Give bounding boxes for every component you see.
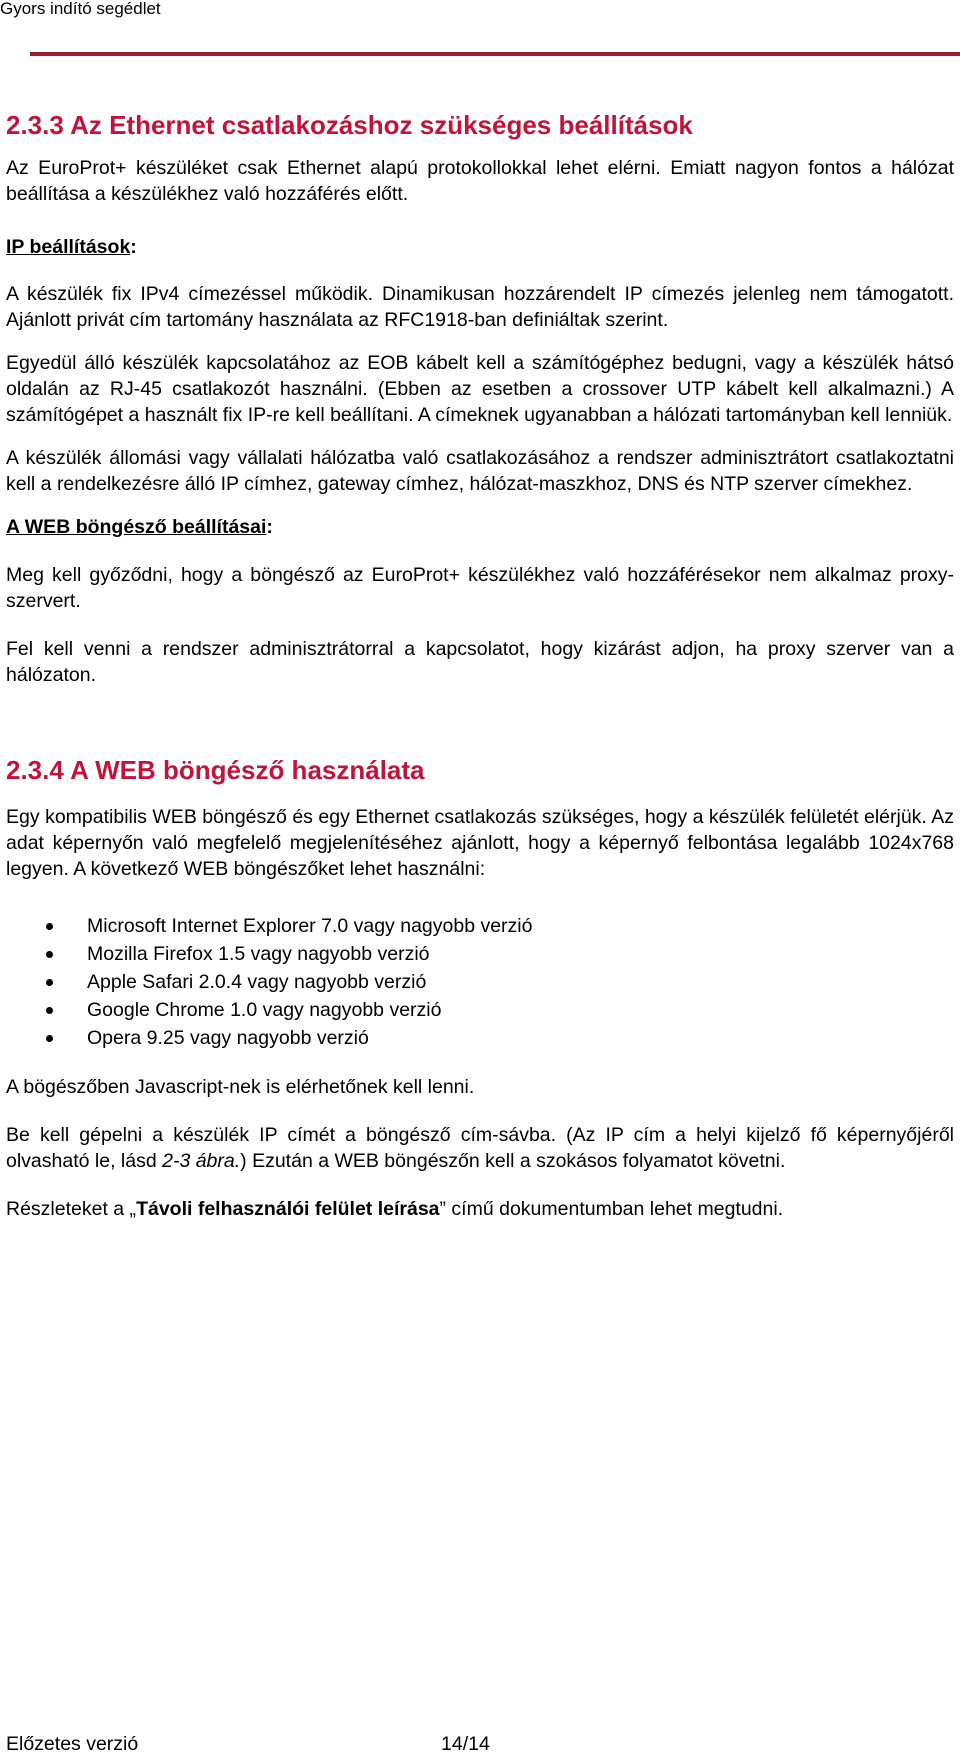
footer-page-number: 14/14 xyxy=(441,1733,490,1755)
subheading-ip-settings: IP beállítások: xyxy=(6,236,137,258)
paragraph-details: Részleteket a „Távoli felhasználói felület leírása” című dokumentumban lehet megtudni. xyxy=(6,1198,784,1220)
paragraph-javascript: A bögészőben Javascript-nek is elérhetőnek kell lenni. xyxy=(6,1076,475,1098)
paragraph-ip-2: Egyedül álló készülék kapcsolatához az EOB kábelt kell a számítógéphez bedugni, vagy a készülék hátsó oldalán az RJ-45 csatlakozót használni. (Ebben az esetben a crossover UTP kábelt kell alkalmazni.) A számítógépet a használt fix IP-re kell beállítani. A címeknek ugyanabban a hálózati tartományban kell lenniük. xyxy=(6,352,954,426)
paragraph-ip-1: A készülék fix IPv4 címezéssel működik. Dinamikusan hozzárendelt IP címezés jelenleg nem támogatott. Ajánlott privát cím tartomány használata az RFC1918-ban definiáltak szerint. xyxy=(6,283,954,331)
section-heading-ethernet: 2.3.3 Az Ethernet csatlakozáshoz szükséges beállítások xyxy=(6,110,693,140)
figure-reference: 2-3 ábra. xyxy=(162,1150,241,1172)
paragraph-web-2: Fel kell venni a rendszer adminisztrátorral a kapcsolatot, hogy kizárást adjon, ha proxy szerver van a hálózaton. xyxy=(6,638,954,686)
subheading-web-settings: A WEB böngésző beállításai: xyxy=(6,516,273,538)
paragraph-web-usage-1: Egy kompatibilis WEB böngésző és egy Ethernet csatlakozás szükséges, hogy a készülék felületét elérjük. Az adat képernyőn való megfelelő megjelenítéséhez ajánlott, hogy a képernyő felbontása legalább 1024x768 legyen. A következő WEB böngészőket lehet használni: xyxy=(6,806,954,880)
paragraph-ip-3: A készülék állomási vagy vállalati hálózatba való csatlakozásához a rendszer adminisztrátort csatlakoztatni kell a rendelkezésre álló IP címhez, gateway címhez, hálózat-maszkhoz, DNS és NTP szerver címekhez. xyxy=(6,447,954,495)
browser-list xyxy=(6,912,954,1052)
list-item: Google Chrome 1.0 vagy nagyobb verzió xyxy=(6,996,954,1024)
bullet-icon xyxy=(46,1007,53,1014)
paragraph-intro: Az EuroProt+ készüléket csak Ethernet alapú protokollokkal lehet elérni. Emiatt nagyon fontos a hálózat beállítása a készülékhez való hozzáférés előtt. xyxy=(6,157,954,205)
list-item: Mozilla Firefox 1.5 vagy nagyobb verzió xyxy=(6,940,954,968)
paragraph-web-1: Meg kell győződni, hogy a böngésző az EuroProt+ készülékhez való hozzáférésekor nem alkalmaz proxy-szervert. xyxy=(6,564,954,612)
page-content xyxy=(6,108,954,1222)
web-settings-title: A WEB böngésző beállításai xyxy=(6,516,267,538)
list-item: Opera 9.25 vagy nagyobb verzió xyxy=(6,1024,954,1052)
document-header-title: Gyors indító segédlet xyxy=(0,0,161,18)
list-item: Apple Safari 2.0.4 vagy nagyobb verzió xyxy=(6,968,954,996)
paragraph-ip-address: Be kell gépelni a készülék IP címét a böngésző cím-sávba. (Az IP cím a helyi kijelző fő képernyőjéről olvasható le, lásd 2-3 ábra.) Ezután a WEB böngészőn kell a szokásos folyamatot követni. xyxy=(6,1124,954,1172)
bullet-icon xyxy=(46,979,53,986)
bullet-icon xyxy=(46,951,53,958)
ip-settings-title: IP beállítások xyxy=(6,236,131,258)
bullet-icon xyxy=(46,1035,53,1042)
document-title-reference: Távoli felhasználói felület leírása xyxy=(136,1198,440,1220)
footer-version: Előzetes verzió xyxy=(6,1733,139,1755)
list-item: Microsoft Internet Explorer 7.0 vagy nagyobb verzió xyxy=(6,912,954,940)
header-divider xyxy=(30,52,960,56)
bullet-icon xyxy=(46,923,53,930)
section-heading-web-usage: 2.3.4 A WEB böngésző használata xyxy=(6,755,425,785)
